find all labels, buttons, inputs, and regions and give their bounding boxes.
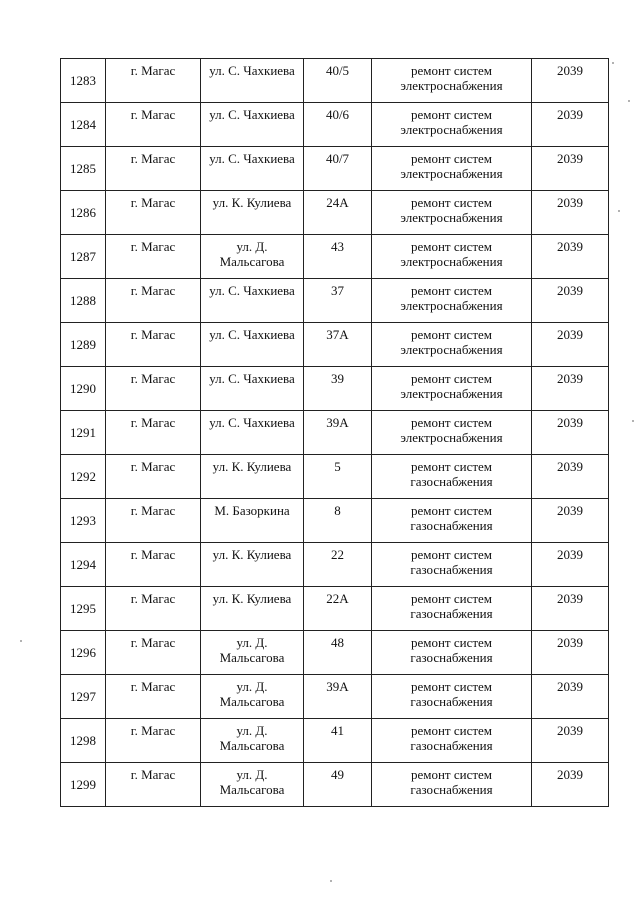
city-cell: г. Магас (106, 543, 201, 587)
work-type-cell: ремонт систем газоснабжения (372, 763, 532, 807)
year-cell: 2039 (532, 235, 609, 279)
house-cell: 41 (304, 719, 372, 763)
table-row (61, 719, 609, 763)
table-row (61, 543, 609, 587)
house-cell: 39А (304, 675, 372, 719)
city-cell: г. Магас (106, 455, 201, 499)
street-cell: ул. С. Чахкиева (201, 323, 304, 367)
table-row (61, 763, 609, 807)
year-cell: 2039 (532, 543, 609, 587)
year-cell: 2039 (532, 675, 609, 719)
city-cell: г. Магас (106, 59, 201, 103)
street-cell: ул. С. Чахкиева (201, 411, 304, 455)
year-cell: 2039 (532, 631, 609, 675)
row-number: 1285 (61, 147, 106, 191)
street-cell: ул. С. Чахкиева (201, 59, 304, 103)
work-type-cell: ремонт систем электроснабжения (372, 411, 532, 455)
work-type-cell: ремонт систем электроснабжения (372, 367, 532, 411)
row-number: 1298 (61, 719, 106, 763)
row-number: 1283 (61, 59, 106, 103)
table-row (61, 59, 609, 103)
city-cell: г. Магас (106, 367, 201, 411)
city-cell: г. Магас (106, 675, 201, 719)
row-number: 1284 (61, 103, 106, 147)
row-number: 1299 (61, 763, 106, 807)
scan-speck (20, 640, 22, 642)
house-cell: 43 (304, 235, 372, 279)
city-cell: г. Магас (106, 499, 201, 543)
table-row (61, 147, 609, 191)
city-cell: г. Магас (106, 235, 201, 279)
street-cell: ул. К. Кулиева (201, 587, 304, 631)
scan-speck (330, 880, 332, 882)
house-cell: 22 (304, 543, 372, 587)
scan-speck (628, 100, 630, 102)
street-cell: ул. Д. Мальсагова (201, 631, 304, 675)
housing-repair-table (60, 58, 609, 807)
work-type-cell: ремонт систем электроснабжения (372, 235, 532, 279)
street-cell: ул. С. Чахкиева (201, 103, 304, 147)
table-row (61, 103, 609, 147)
row-number: 1286 (61, 191, 106, 235)
street-cell: ул. Д. Мальсагова (201, 763, 304, 807)
house-cell: 39А (304, 411, 372, 455)
house-cell: 8 (304, 499, 372, 543)
table-row (61, 367, 609, 411)
work-type-cell: ремонт систем газоснабжения (372, 499, 532, 543)
table-row (61, 675, 609, 719)
table-body (61, 59, 609, 807)
year-cell: 2039 (532, 147, 609, 191)
city-cell: г. Магас (106, 587, 201, 631)
row-number: 1287 (61, 235, 106, 279)
street-cell: М. Базоркина (201, 499, 304, 543)
row-number: 1289 (61, 323, 106, 367)
work-type-cell: ремонт систем электроснабжения (372, 147, 532, 191)
year-cell: 2039 (532, 587, 609, 631)
year-cell: 2039 (532, 103, 609, 147)
row-number: 1295 (61, 587, 106, 631)
table-row (61, 279, 609, 323)
house-cell: 49 (304, 763, 372, 807)
scan-speck (618, 210, 620, 212)
work-type-cell: ремонт систем газоснабжения (372, 587, 532, 631)
city-cell: г. Магас (106, 147, 201, 191)
row-number: 1292 (61, 455, 106, 499)
work-type-cell: ремонт систем электроснабжения (372, 323, 532, 367)
work-type-cell: ремонт систем электроснабжения (372, 279, 532, 323)
year-cell: 2039 (532, 191, 609, 235)
house-cell: 37 (304, 279, 372, 323)
year-cell: 2039 (532, 499, 609, 543)
table-row (61, 587, 609, 631)
work-type-cell: ремонт систем электроснабжения (372, 103, 532, 147)
year-cell: 2039 (532, 367, 609, 411)
city-cell: г. Магас (106, 323, 201, 367)
row-number: 1290 (61, 367, 106, 411)
table-row (61, 411, 609, 455)
year-cell: 2039 (532, 323, 609, 367)
row-number: 1291 (61, 411, 106, 455)
work-type-cell: ремонт систем газоснабжения (372, 719, 532, 763)
street-cell: ул. Д. Мальсагова (201, 235, 304, 279)
street-cell: ул. К. Кулиева (201, 455, 304, 499)
work-type-cell: ремонт систем газоснабжения (372, 631, 532, 675)
table-row (61, 191, 609, 235)
city-cell: г. Магас (106, 719, 201, 763)
house-cell: 37А (304, 323, 372, 367)
street-cell: ул. С. Чахкиева (201, 367, 304, 411)
work-type-cell: ремонт систем электроснабжения (372, 191, 532, 235)
scan-speck (632, 420, 634, 422)
house-cell: 48 (304, 631, 372, 675)
year-cell: 2039 (532, 719, 609, 763)
city-cell: г. Магас (106, 103, 201, 147)
city-cell: г. Магас (106, 763, 201, 807)
year-cell: 2039 (532, 411, 609, 455)
work-type-cell: ремонт систем газоснабжения (372, 543, 532, 587)
row-number: 1294 (61, 543, 106, 587)
work-type-cell: ремонт систем электроснабжения (372, 59, 532, 103)
scan-speck (612, 62, 614, 64)
street-cell: ул. С. Чахкиева (201, 279, 304, 323)
table-row (61, 631, 609, 675)
street-cell: ул. К. Кулиева (201, 191, 304, 235)
street-cell: ул. К. Кулиева (201, 543, 304, 587)
city-cell: г. Магас (106, 279, 201, 323)
house-cell: 39 (304, 367, 372, 411)
row-number: 1296 (61, 631, 106, 675)
row-number: 1293 (61, 499, 106, 543)
table-row (61, 499, 609, 543)
table-row (61, 235, 609, 279)
table-row (61, 455, 609, 499)
row-number: 1297 (61, 675, 106, 719)
year-cell: 2039 (532, 59, 609, 103)
work-type-cell: ремонт систем газоснабжения (372, 455, 532, 499)
year-cell: 2039 (532, 279, 609, 323)
city-cell: г. Магас (106, 191, 201, 235)
street-cell: ул. Д. Мальсагова (201, 719, 304, 763)
house-cell: 40/7 (304, 147, 372, 191)
city-cell: г. Магас (106, 631, 201, 675)
table-row (61, 323, 609, 367)
city-cell: г. Магас (106, 411, 201, 455)
year-cell: 2039 (532, 455, 609, 499)
street-cell: ул. Д. Мальсагова (201, 675, 304, 719)
house-cell: 5 (304, 455, 372, 499)
row-number: 1288 (61, 279, 106, 323)
street-cell: ул. С. Чахкиева (201, 147, 304, 191)
house-cell: 22А (304, 587, 372, 631)
work-type-cell: ремонт систем газоснабжения (372, 675, 532, 719)
house-cell: 24А (304, 191, 372, 235)
house-cell: 40/5 (304, 59, 372, 103)
year-cell: 2039 (532, 763, 609, 807)
house-cell: 40/6 (304, 103, 372, 147)
